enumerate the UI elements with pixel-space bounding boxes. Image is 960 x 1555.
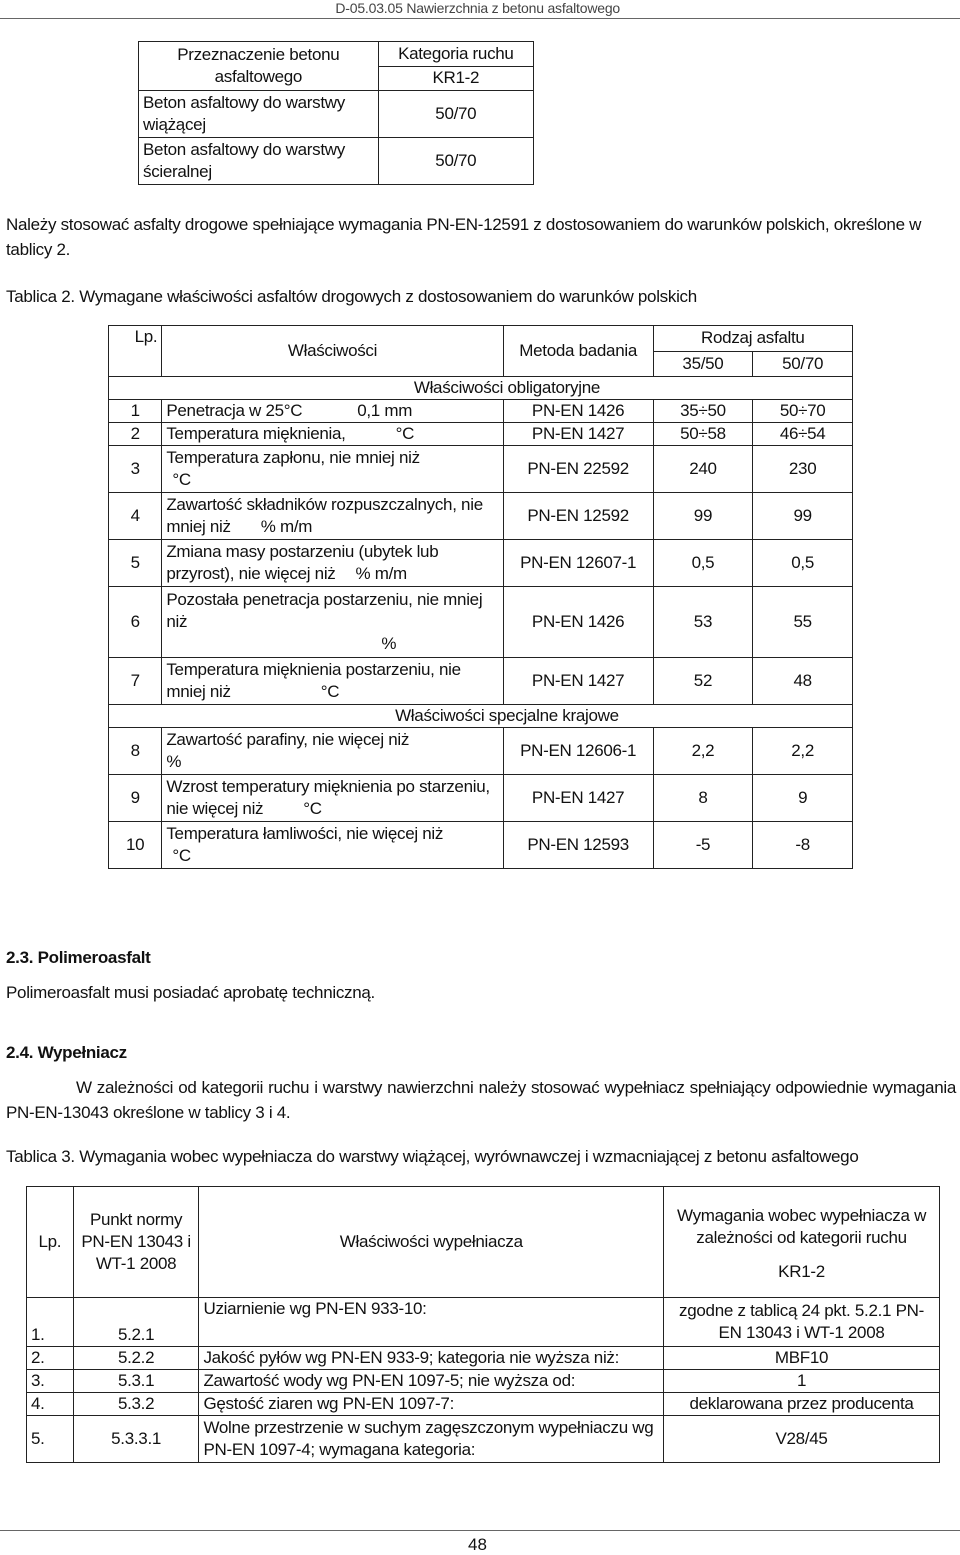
table-row xyxy=(139,42,534,91)
row-lp: 10 xyxy=(109,822,162,869)
table-row xyxy=(109,775,853,822)
row-value-50-70: 46÷54 xyxy=(753,423,853,446)
row-value-50-70: 9 xyxy=(753,775,853,822)
row-value-50-70: 0,5 xyxy=(753,540,853,587)
property-text: Temperatura mięknienia postarzeniu, nie mniej niż xyxy=(166,660,461,701)
row-lp: 8 xyxy=(109,728,162,775)
row-value-50-70: 55 xyxy=(753,587,853,658)
traffic-category-sub: KR1-2 xyxy=(432,68,480,87)
row-lp: 5. xyxy=(27,1416,74,1463)
column-header-asphalt-type: Rodzaj asfaltu xyxy=(653,326,852,352)
column-header-properties: Właściwości xyxy=(162,326,503,377)
section-2-4-text: W zależności od kategorii ruchu i warstwy nawierzchni należy stosować wypełniacz spełniający odpowiednie wymagania PN-EN-13043 określone w tablicy 3 i 4. xyxy=(6,1078,956,1122)
row-method: PN-EN 12606-1 xyxy=(503,728,653,775)
filler-requirements-table xyxy=(26,1186,940,1463)
row-requirement: MBF10 xyxy=(664,1347,940,1370)
section-2-4-title: 2.4. Wypełniacz xyxy=(6,1043,127,1062)
row-value-35-50: 50÷58 xyxy=(653,423,753,446)
row-property: Zawartość wody wg PN-EN 1097-5; nie wyższa od: xyxy=(199,1370,664,1393)
column-header-method: Metoda badania xyxy=(503,326,653,377)
row-lp: 3 xyxy=(109,446,162,493)
property-text: Penetracja w 25°C xyxy=(166,401,303,420)
column-header-35-50: 35/50 xyxy=(653,351,753,377)
property-text: Pozostała penetracja postarzeniu, nie mniej niż xyxy=(166,590,483,631)
section-row xyxy=(109,377,853,400)
row-method: PN-EN 12593 xyxy=(503,822,653,869)
row-value-35-50: 0,5 xyxy=(653,540,753,587)
table-row xyxy=(109,493,853,540)
table-row xyxy=(27,1347,940,1370)
property-unit: % m/m xyxy=(260,517,313,536)
section-2-3-title: 2.3. Polimeroasfalt xyxy=(6,948,151,967)
table-header-row xyxy=(27,1187,940,1298)
table-row xyxy=(109,658,853,705)
table-row xyxy=(27,1393,940,1416)
table-cell-label: Beton asfaltowy do warstwy wiążącej xyxy=(139,91,379,138)
row-method: PN-EN 12592 xyxy=(503,493,653,540)
row-property xyxy=(162,587,503,658)
row-requirement: V28/45 xyxy=(664,1416,940,1463)
property-unit: 0,1 mm xyxy=(357,401,413,420)
row-method: PN-EN 1426 xyxy=(503,400,653,423)
section-special: Właściwości specjalne krajowe xyxy=(162,705,853,728)
row-property xyxy=(162,400,503,423)
table-row xyxy=(109,587,853,658)
page-number: 48 xyxy=(468,1535,487,1554)
asphalt-purpose-table xyxy=(138,41,534,185)
requirements-sub: KR1-2 xyxy=(778,1262,825,1281)
table-cell-label: Beton asfaltowy do warstwy ścieralnej xyxy=(139,138,379,185)
row-requirement: deklarowana przez producenta xyxy=(664,1393,940,1416)
row-property xyxy=(162,493,503,540)
row-value-35-50: 35÷50 xyxy=(653,400,753,423)
row-method: PN-EN 1427 xyxy=(503,423,653,446)
row-value-35-50: 99 xyxy=(653,493,753,540)
row-standard-point: 5.3.1 xyxy=(73,1370,199,1393)
property-unit: % m/m xyxy=(355,564,407,583)
row-standard-point: 5.3.3.1 xyxy=(73,1416,199,1463)
column-header-lp: Lp. xyxy=(109,326,162,377)
row-requirement: zgodne z tablicą 24 pkt. 5.2.1 PN-EN 13043 i WT-1 2008 xyxy=(664,1298,940,1347)
row-value-35-50: 53 xyxy=(653,587,753,658)
row-lp: 6 xyxy=(109,587,162,658)
table-row xyxy=(139,138,534,185)
column-header-standard-point: Punkt normy PN-EN 13043 i WT-1 2008 xyxy=(73,1187,199,1298)
row-property xyxy=(162,728,503,775)
table-row xyxy=(109,400,853,423)
row-property xyxy=(162,658,503,705)
column-header-lp: Lp. xyxy=(27,1187,74,1298)
column-header-requirements xyxy=(664,1187,940,1298)
row-value-50-70: 2,2 xyxy=(753,728,853,775)
row-lp: 7 xyxy=(109,658,162,705)
property-unit: °C xyxy=(395,424,415,443)
section-spacer xyxy=(109,377,162,400)
document-code-header: D-05.03.05 Nawierzchnia z betonu asfaltowego xyxy=(335,0,620,16)
row-lp: 9 xyxy=(109,775,162,822)
table-header-purpose: Przeznaczenie betonu asfaltowego xyxy=(139,42,379,91)
property-text: Zmiana masy postarzeniu (ubytek lub przyrost), nie więcej niż xyxy=(166,542,439,583)
table-row xyxy=(109,423,853,446)
row-lp: 1. xyxy=(27,1298,74,1347)
row-lp: 3. xyxy=(27,1370,74,1393)
property-unit: °C xyxy=(172,846,191,865)
row-value-35-50: 2,2 xyxy=(653,728,753,775)
row-property xyxy=(162,446,503,493)
table-cell-value: 50/70 xyxy=(378,138,533,185)
property-text: Temperatura mięknienia, xyxy=(166,424,346,443)
row-method: PN-EN 12607-1 xyxy=(503,540,653,587)
row-lp: 2. xyxy=(27,1347,74,1370)
row-lp: 4. xyxy=(27,1393,74,1416)
row-value-50-70: 230 xyxy=(753,446,853,493)
property-text: Temperatura zapłonu, nie mniej niż xyxy=(166,448,420,467)
property-unit: °C xyxy=(320,682,340,701)
section-2-3-text: Polimeroasfalt musi posiadać aprobatę techniczną. xyxy=(6,983,375,1002)
table-header-row xyxy=(109,326,853,352)
table-row xyxy=(109,540,853,587)
row-standard-point: 5.2.1 xyxy=(73,1298,199,1347)
row-lp: 4 xyxy=(109,493,162,540)
row-value-50-70: 99 xyxy=(753,493,853,540)
property-unit: °C xyxy=(303,799,322,818)
row-property: Uziarnienie wg PN-EN 933-10: xyxy=(199,1298,664,1347)
table-row xyxy=(109,822,853,869)
table-row xyxy=(109,446,853,493)
row-method: PN-EN 1427 xyxy=(503,658,653,705)
table3-caption: Tablica 3. Wymagania wobec wypełniacza do warstwy wiążącej, wyrównawczej i wzmacniającej z betonu asfaltowego xyxy=(6,1147,859,1166)
row-value-50-70: 50÷70 xyxy=(753,400,853,423)
section-spacer xyxy=(109,705,162,728)
section-row xyxy=(109,705,853,728)
row-lp: 2 xyxy=(109,423,162,446)
table-row xyxy=(27,1416,940,1463)
row-property: Wolne przestrzenie w suchym zagęszczonym wypełniaczu wg PN-EN 1097-4; wymagana kategoria: xyxy=(199,1416,664,1463)
row-property: Gęstość ziaren wg PN-EN 1097-7: xyxy=(199,1393,664,1416)
table-row xyxy=(27,1298,940,1347)
row-method: PN-EN 1427 xyxy=(503,775,653,822)
traffic-category-label: Kategoria ruchu xyxy=(379,43,533,67)
property-text: Zawartość składników rozpuszczalnych, nie mniej niż xyxy=(166,495,483,536)
row-value-35-50: 8 xyxy=(653,775,753,822)
property-unit: % xyxy=(166,752,182,771)
table-row xyxy=(139,91,534,138)
row-value-35-50: 52 xyxy=(653,658,753,705)
column-header-filler-properties: Właściwości wypełniacza xyxy=(199,1187,664,1298)
row-lp: 1 xyxy=(109,400,162,423)
property-unit: °C xyxy=(172,470,191,489)
table-row xyxy=(109,728,853,775)
row-standard-point: 5.3.2 xyxy=(73,1393,199,1416)
row-property xyxy=(162,423,503,446)
row-lp: 5 xyxy=(109,540,162,587)
row-value-50-70: 48 xyxy=(753,658,853,705)
property-text: Wzrost temperatury mięknienia po starzeniu, nie więcej niż xyxy=(166,777,490,818)
column-header-50-70: 50/70 xyxy=(753,351,853,377)
row-property xyxy=(162,775,503,822)
paragraph-asphalt-requirements: Należy stosować asfalty drogowe spełniające wymagania PN-EN-12591 z dostosowaniem do warunków polskich, określone w tablicy 2. xyxy=(6,215,922,259)
property-unit: % xyxy=(381,634,397,653)
row-property xyxy=(162,822,503,869)
property-text: Zawartość parafiny, nie więcej niż xyxy=(166,730,410,749)
property-text: Temperatura łamliwości, nie więcej niż xyxy=(166,824,444,843)
row-method: PN-EN 22592 xyxy=(503,446,653,493)
footer-divider xyxy=(0,1530,960,1531)
table-cell-value: 50/70 xyxy=(378,91,533,138)
table-header-traffic-category xyxy=(378,42,533,91)
row-value-35-50: 240 xyxy=(653,446,753,493)
row-requirement: 1 xyxy=(664,1370,940,1393)
row-standard-point: 5.2.2 xyxy=(73,1347,199,1370)
asphalt-properties-table xyxy=(108,325,853,869)
row-property xyxy=(162,540,503,587)
table2-caption: Tablica 2. Wymagane właściwości asfaltów drogowych z dostosowaniem do warunków polskich xyxy=(6,287,697,306)
table-row xyxy=(27,1370,940,1393)
header-divider xyxy=(0,18,960,19)
row-value-50-70: -8 xyxy=(753,822,853,869)
row-value-35-50: -5 xyxy=(653,822,753,869)
section-obligatory: Właściwości obligatoryjne xyxy=(162,377,853,400)
row-method: PN-EN 1426 xyxy=(503,587,653,658)
row-property: Jakość pyłów wg PN-EN 933-9; kategoria nie wyższa niż: xyxy=(199,1347,664,1370)
requirements-label: Wymagania wobec wypełniacza w zależności od kategorii ruchu xyxy=(676,1206,927,1247)
